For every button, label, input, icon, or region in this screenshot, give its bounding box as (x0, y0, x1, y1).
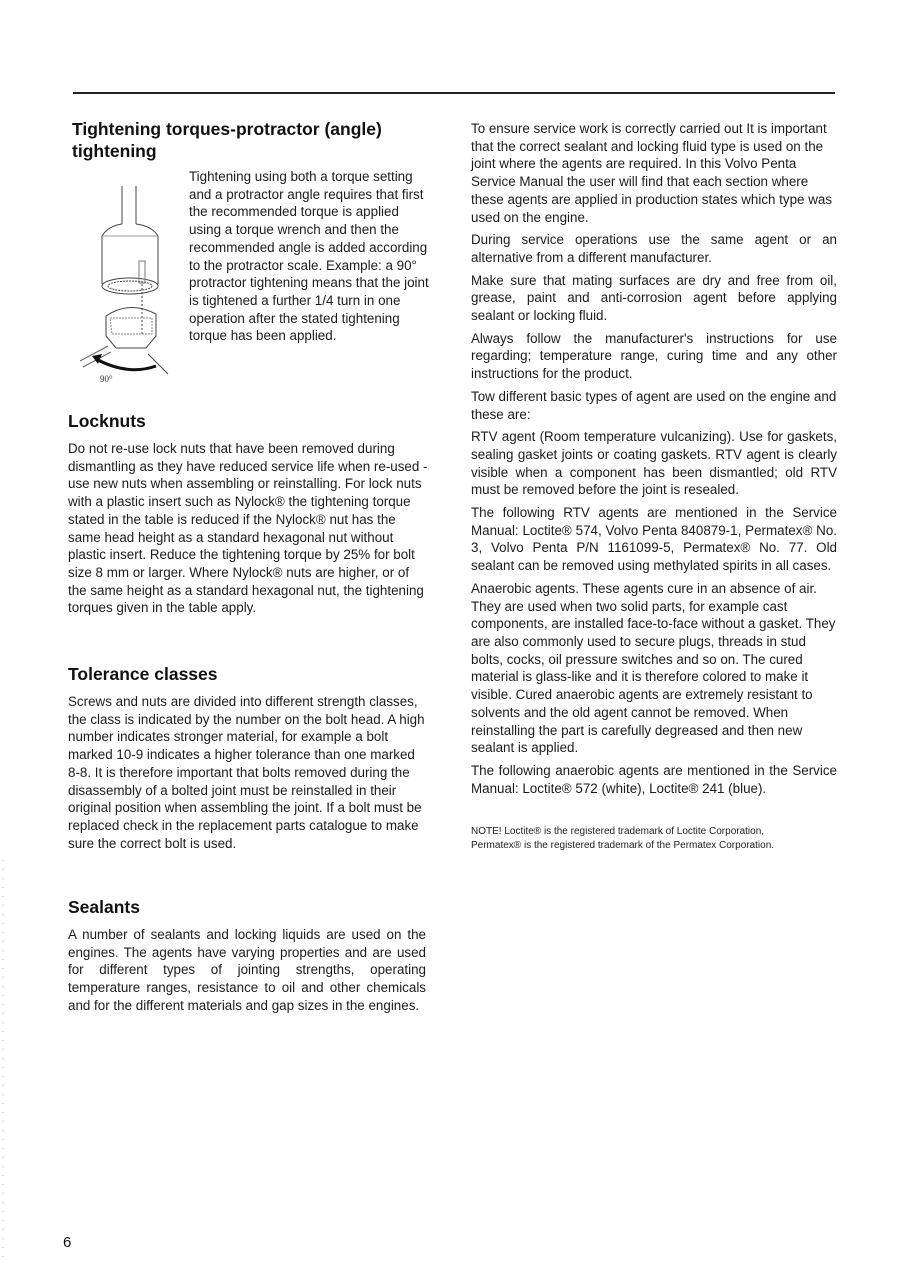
right-column (471, 120, 837, 853)
paragraph-mating-surfaces: Make sure that mating surfaces are dry and free from oil, grease, paint and anti-corrosion agent before applying sealant or locking fluid. (471, 272, 837, 324)
locknuts-body: Do not re-use lock nuts that have been removed during dismantling as they have reduced service life when re-used - use new nuts when assembling or reinstalling. For lock nuts with a plastic insert such as Nylock® the tightening torque stated in the table is reduced if the Nylock® nut has the same head height as a standard hexagonal nut without plastic insert. Reduce the tightening torque by 25% for bolt size 8 mm or larger. Where Nylock® nuts are higher, or of the same height as a standard hexagonal nut, the tightening torques given in the table apply. (68, 441, 428, 616)
sealants-section (68, 896, 426, 1015)
socket-nut-protractor-illustration (78, 176, 188, 386)
sealants-body: A number of sealants and locking liquids are used on the engines. The agents have varying properties and are used for different types of jointing strengths, operating temperature ranges, resistance to oil and other chemicals and for the different materials and gap sizes in the engines. (68, 927, 426, 1013)
heading-tolerance-classes: Tolerance classes (68, 664, 218, 684)
page-number: 6 (63, 1234, 72, 1251)
paragraph-agent-types: Tow different basic types of agent are used on the engine and these are: (471, 388, 837, 422)
paragraph-intro: To ensure service work is correctly carried out It is important that the correct sealant and locking fluid type is used on the joint where the agents are required. In this Volvo Penta Service Manual the user will find that each section where these agents are applied in production states which type was used on the engine. (471, 121, 833, 225)
paragraph-rtv-agent: RTV agent (Room temperature vulcanizing). Use for gaskets, sealing gasket joints or coating gaskets. RTV agent is clearly visible when a component has been dismantled; old RTV must be removed before the joint is resealed. (471, 429, 837, 498)
paragraph-anaerobic-agents: Anaerobic agents. These agents cure in an absence of air. They are used when two solid parts, for example cast components, are installed face-to-face without a gasket. They are also commonly used to secure plugs, threads in stud bolts, cocks, oil pressure switches and so on. The cured material is glass-like and it is therefore colored to make it visible. Cured anaerobic agents are extremely resistant to solvents and the old agent cannot be removed. When reinstalling the part is carefully degreased and then new sealant is applied. (471, 580, 836, 756)
angle-label: 90° (100, 374, 113, 384)
tolerance-section (68, 663, 428, 852)
heading-sealants: Sealants (68, 897, 140, 917)
paragraph-same-agent: During service operations use the same agent or an alternative from a different manufacturer. (471, 232, 837, 265)
locknuts-section (68, 410, 428, 617)
protractor-section (68, 168, 430, 388)
paragraph-rtv-list: The following RTV agents are mentioned in the Service Manual: Loctite® 574, Volvo Penta 840879-1, Permatex® No. 3, Volvo Penta P/N 1161099-5, Permatex® No. 77. Old sealant can be removed using methylated spirits in all cases. (471, 505, 837, 574)
left-column (68, 118, 430, 1013)
trademark-note: NOTE! Loctite® is the registered trademark of Loctite Corporation, Permatex® is the registered trademark of the Permatex Corporation. (471, 826, 775, 852)
protractor-body: Tightening using both a torque setting and a protractor angle requires that first the recommended torque is applied using a torque wrench and then the recommended angle is added according to the protractor scale. Example: a 90° protractor tightening means that the joint is tightened a further 1/4 turn in one operation after the stated tightening torque has been applied. (189, 169, 429, 344)
paragraph-anaerobic-list: The following anaerobic agents are mentioned in the Service Manual: Loctite® 572 (white), Loctite® 241 (blue). (471, 762, 837, 796)
scan-artifact-dots (2, 860, 4, 1260)
protractor-text (189, 168, 429, 345)
tolerance-body: Screws and nuts are divided into different strength classes, the class is indicated by the number on the bolt head. A high number indicates stronger material, for example a bolt marked 10-9 indicates a higher tolerance than one marked 8-8. It is therefore important that bolts removed during the disassembly of a bolted joint must be reinstalled in their original position when assembling the joint. If a bolt must be replaced check in the replacement parts catalogue to make sure the correct bolt is used. (68, 694, 425, 851)
paragraph-manufacturer-instructions: Always follow the manufacturer's instructions for use regarding; temperature range, curing time and any other instructions for the product. (471, 330, 837, 382)
header-rule (73, 92, 835, 94)
heading-locknuts: Locknuts (68, 411, 146, 431)
heading-protractor-tightening: Tightening torques-protractor (angle) tightening (72, 119, 382, 161)
